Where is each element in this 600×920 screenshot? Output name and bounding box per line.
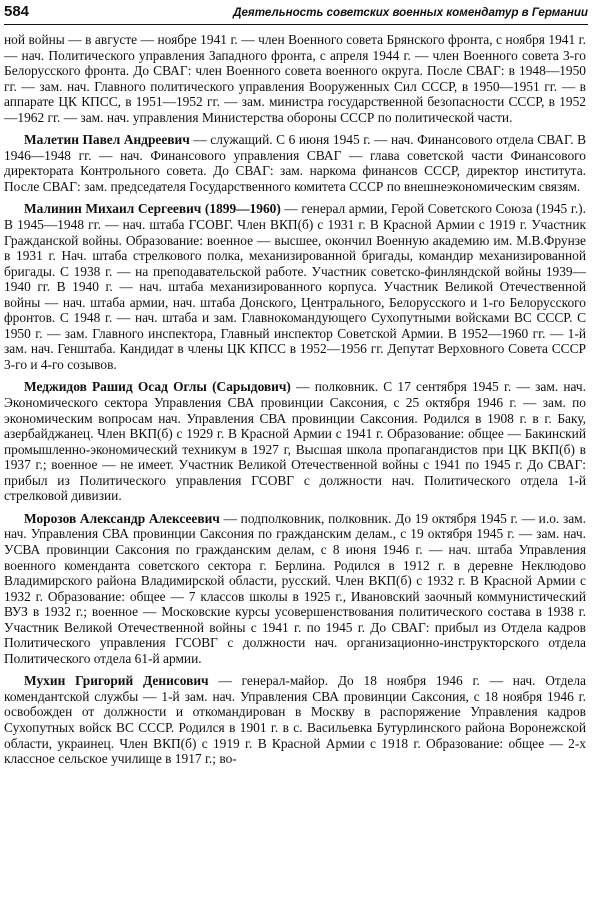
header-rule: [4, 24, 588, 25]
entry-name: Малетин Павел Андреевич: [24, 132, 190, 148]
entry-text: — служащий. С 6 июня 1945 г. — нач. Финансового отдела СВАГ. В 1946—1948 гг. — нач. Финансового управления СВАГ — глава советской части Финансового директората Контрольного совета. До СВАГ: зам. наркома финансов СССР, директор института. После СВАГ: зам. председателя Государственного комитета СССР по внешнеэкономическим связям.: [4, 132, 587, 194]
entry-name: Малинин Михаил Сергеевич (1899—1960): [24, 201, 281, 217]
entry-text: — генерал-майор. До 18 ноября 1946 г. — нач. Отдела комендантской службы — 1-й зам. нач. Управления СВА провинции Саксония, с 18 ноября 1946 г. освобожден от должности и откомандирован в Москву в распоряжение Управления кадров Сухопутных войск ВС СССР. Родился в 1901 г. в с. Васильевка Бутурлинского района Воронежской области, украинец. Член ВКП(б) с 1919 г. В Красной Армии с 1918 г. Образование: общее — 2-х классное сельское училище в 1917 г.; во-: [4, 673, 586, 767]
biography-entry: [4, 132, 586, 194]
entry-text: — полковник. С 17 сентября 1945 г. — зам. нач. Экономического сектора Управления СВА провинции Саксония, с 25 октября 1946 г. — зам. по экономическим вопросам нач. Управления СВА провинции Саксония. Родился в 1908 г. в г. Баку, азербайджанец. Член ВКП(б) с 1929 г. В Красной Армии с 1941 г. Образование: общее — Бакинский промышленно-экономический техникум в 1927 г, Высшая школа пропагандистов при ЦК ВКП(б) в 1937 г.; военное — не имеет. Участник Великой Отечественной войны с 1941 по 1945 г. До СВАГ: прибыл из Политического управления ГСОВГ с должности нач. Политического отдела 1-й стрелковой дивизии.: [4, 379, 586, 504]
entry-name: Морозов Александр Алексеевич: [24, 510, 220, 526]
biography-entry: [4, 201, 586, 372]
entry-text: — генерал армии, Герой Советского Союза (1945 г.). В 1945—1948 гг. — нач. штаба ГСОВГ. Член ВКП(б) с 1931 г. В Красной Армии с 1919 г. Участник Гражданской войны. Образование: военное — высшее, окончил Военную академию им. М.В.Фрунзе в 1931 г. Нач. штаба стрелкового полка, механизированной бригады, командир механизированной бригады. С 1938 г. — на преподавательской работе. Участник советско-финляндской войны 1939—1940 гг. В 1940 г. — нач. штаба механизированного корпуса. Участник Великой Отечественной войны — нач. штаба армии, нач. штаба Донского, Центрального, Белорусского и 1-го Белорусского фронтов. С 1948 г. — нач. штаба и зам. Главнокомандующего Сухопутными войсками ВС СССР. С 1950 г. — зам. Главного инспектора, Главный инспектор Советской Армии. В 1952—1960 гг. — 1-й зам. нач. Генштаба. Кандидат в члены ЦК КПСС в 1952—1956 гг. Депутат Верховного Совета СССР 3-го и 4-го созывов.: [4, 201, 586, 372]
running-head: [4, 3, 588, 20]
entry-continuation: [4, 32, 586, 125]
entry-name: Мухин Григорий Денисович: [24, 673, 209, 689]
biography-entry: [4, 673, 586, 766]
biography-entry: [4, 511, 586, 666]
entry-text: ной войны — в августе — ноябре 1941 г. — член Военного совета Брянского фронта, с ноября 1941 г. — нач. Политического управления Западного фронта, с апреля 1944 г. — член Военного совета 3-го Белорусского фронта. До СВАГ: член Военного совета военного округа. После СВАГ: в 1948—1950 гг. — зам. нач. Главного политического управления Вооруженных Сил СССР, в 1950—1951 гг. — в аппарате ЦК КПСС, в 1951—1952 гг. — зам. министра государственной безопасности СССР, в 1952—1962 гг. — зам. нач. управления Министерства обороны СССР по политической части.: [4, 32, 586, 125]
body-text: [4, 32, 586, 767]
entry-name: Меджидов Рашид Осад Оглы (Сарыдович): [24, 379, 291, 395]
running-title: Деятельность советских военных комендатур в Германии: [233, 6, 588, 19]
biography-entry: [4, 379, 586, 503]
entry-text: — подполковник, полковник. До 19 октября 1945 г. — и.о. зам. нач. Управления СВА провинции Саксония по гражданским делам., с 19 октября 1945 г. — зам. нач. УСВА провинции Саксония по гражданским делам, с 8 июня 1946 г. — нач. штаба Управления военного коменданта советского сектора г. Берлина. Родился в 1912 г. в деревне Неклюдово Владимирского района Владимирской области, русский. Член ВКП(б) с 1932 г. В Красной Армии с 1932 г. Образование: общее — 7 классов школы в 1925 г., Ивановский заочный коммунистический ВУЗ в 1932 г.; военное — Московские курсы усовершенствования политического состава в 1938 г. Участник Великой Отечественной войны с 1941 г. по 1945 г. До СВАГ: прибыл из Отдела кадров Политического управления ГСОВГ с должности нач. организационно-инструкторского отдела Политического отдела 61-й армии.: [4, 510, 587, 666]
page-number: 584: [4, 3, 30, 20]
